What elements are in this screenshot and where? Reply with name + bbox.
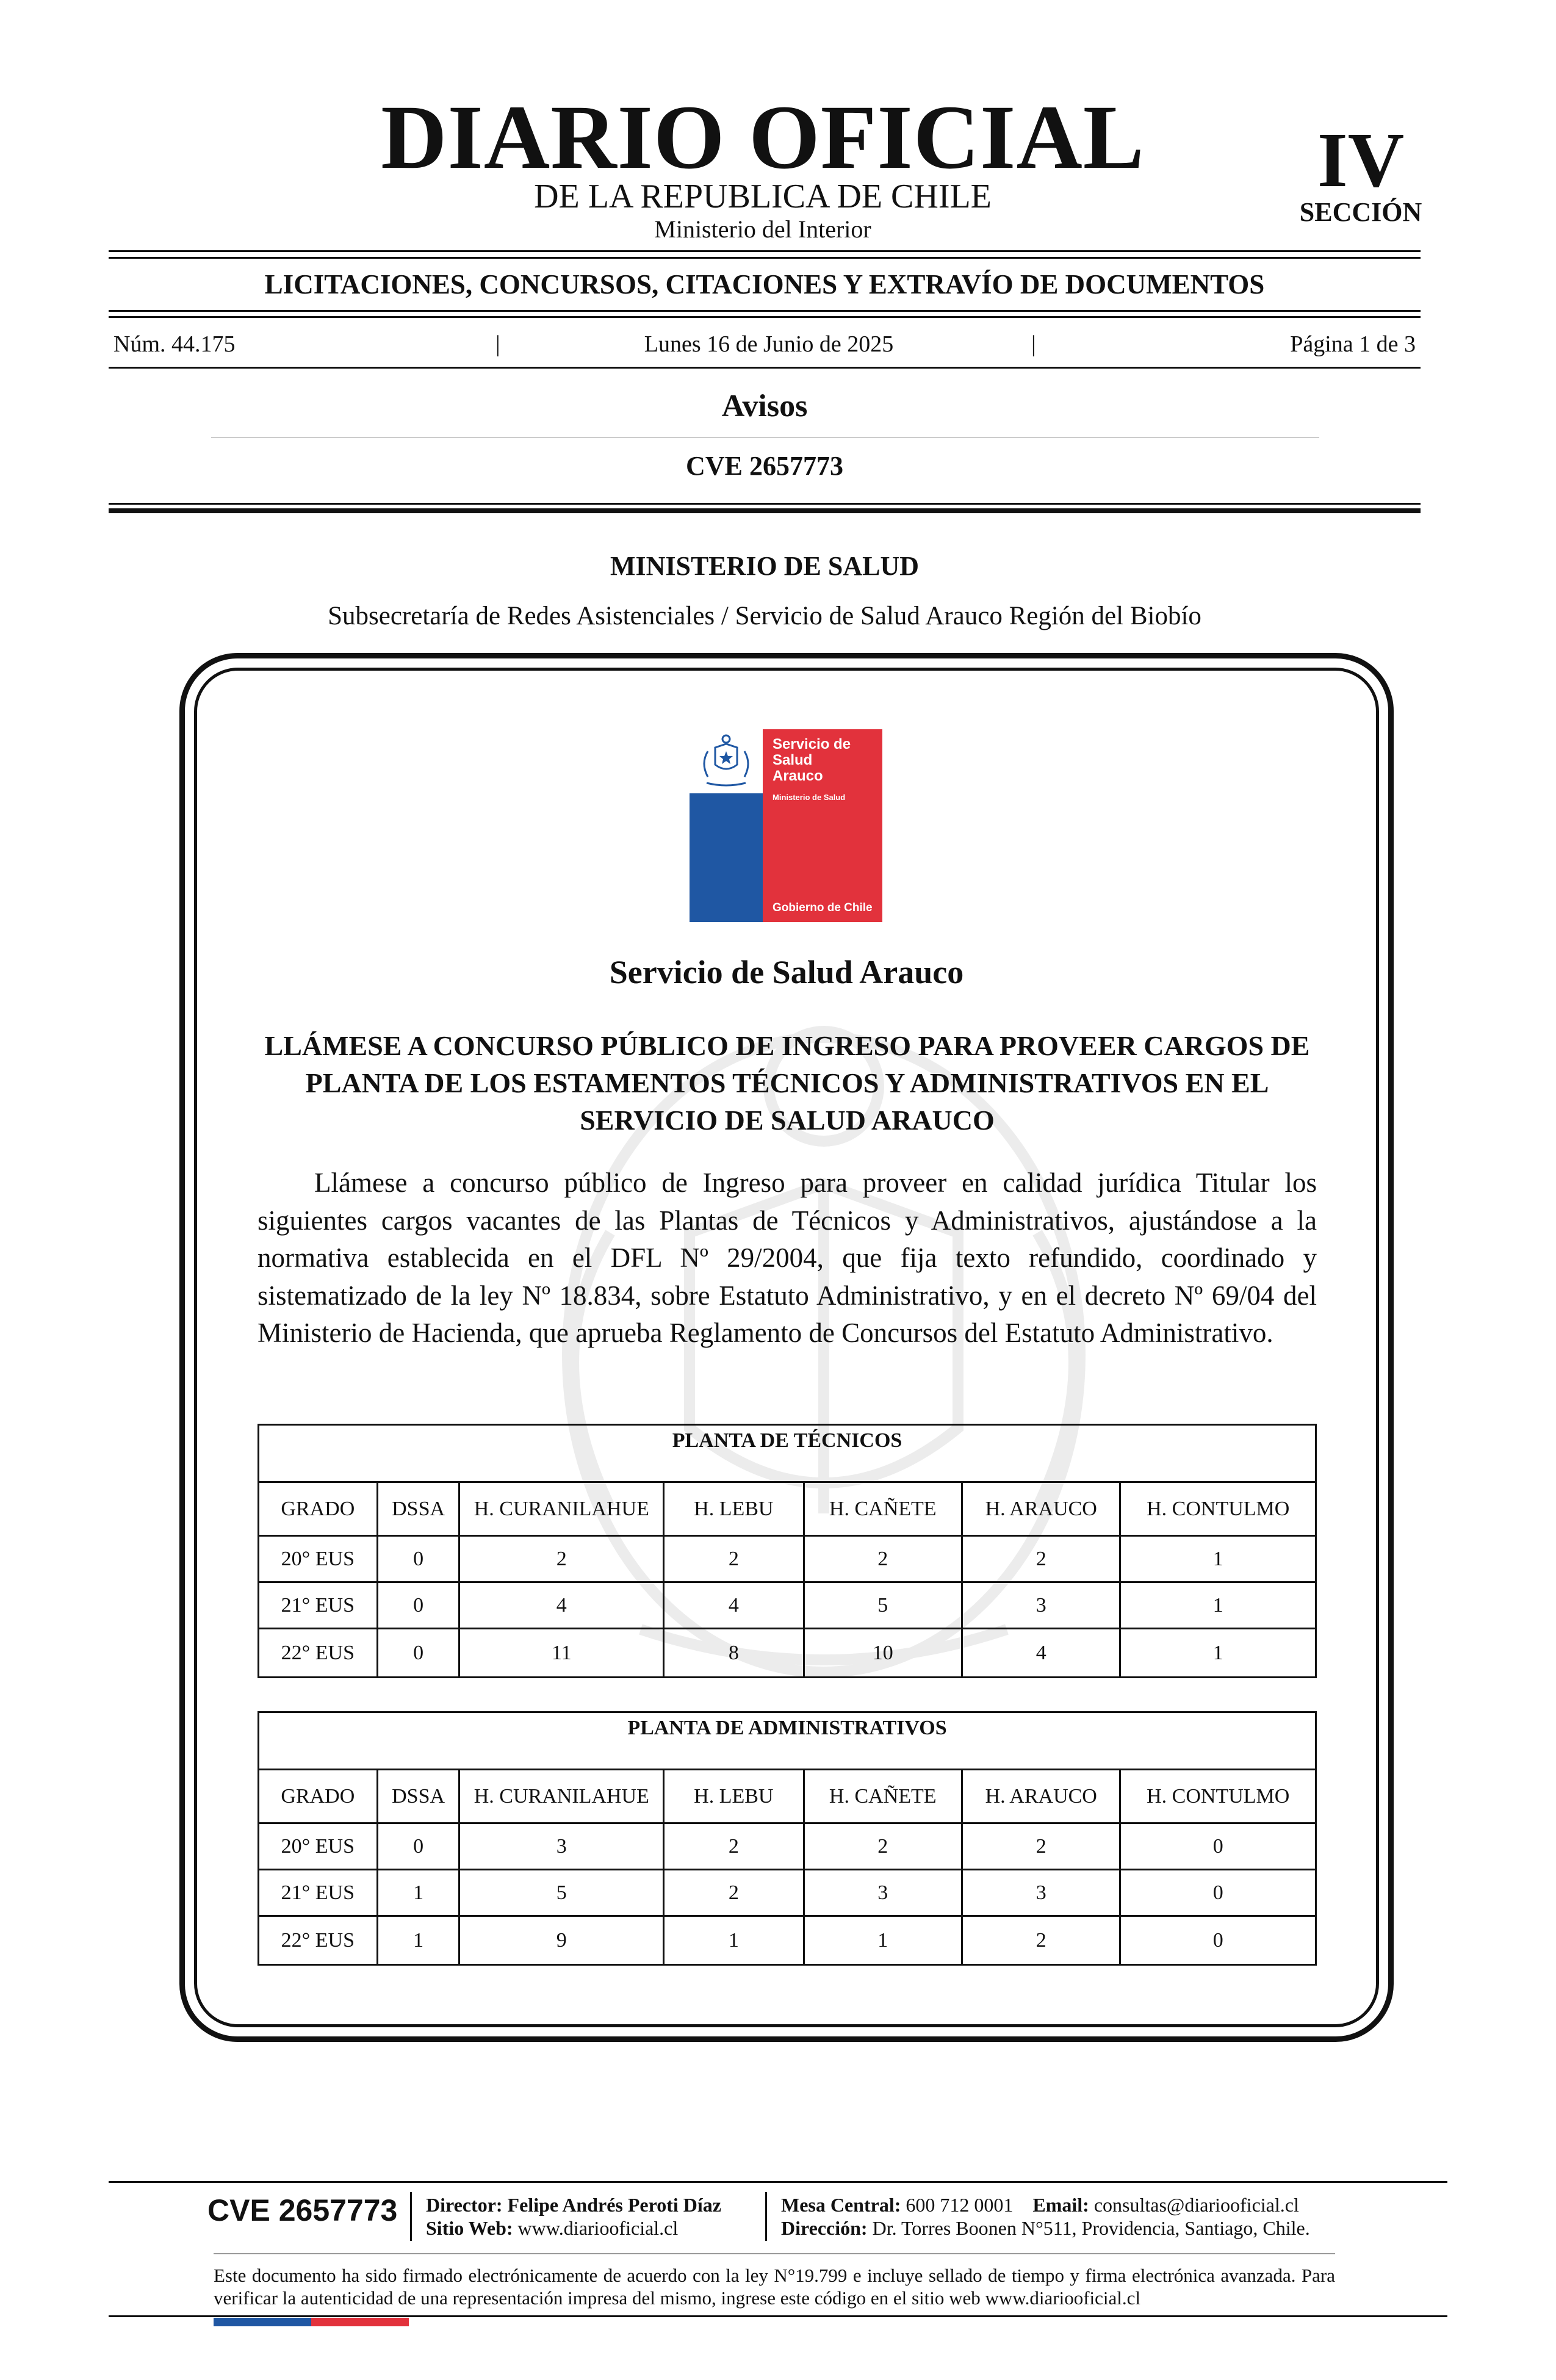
page-number: Página 1 de 3 xyxy=(1290,331,1416,357)
director-label: Director: xyxy=(426,2194,503,2216)
table-cell: 3 xyxy=(962,1870,1120,1916)
footer-cve: CVE 2657773 xyxy=(207,2193,398,2227)
table-cell: 2 xyxy=(664,1823,804,1870)
column-header: H. CONTULMO xyxy=(1120,1770,1316,1823)
address-label: Dirección: xyxy=(781,2217,868,2239)
table-cell: 20° EUS xyxy=(259,1536,378,1582)
divider xyxy=(109,316,1421,318)
table-cell: 8 xyxy=(664,1629,804,1678)
table-cell: 22° EUS xyxy=(259,1916,378,1965)
divider xyxy=(109,367,1421,369)
table-title: PLANTA DE ADMINISTRATIVOS xyxy=(259,1712,1316,1770)
table-planta-administrativos xyxy=(258,1711,1317,1966)
notice-organization: Servicio de Salud Arauco xyxy=(609,954,964,990)
table-cell: 0 xyxy=(1120,1916,1316,1965)
column-header: GRADO xyxy=(259,1770,378,1823)
phone-value: 600 712 0001 xyxy=(906,2194,1014,2216)
logo-text-line2: Salud xyxy=(773,752,813,768)
column-header: H. CURANILAHUE xyxy=(459,1770,664,1823)
table-cell: 1 xyxy=(1120,1582,1316,1629)
issue-number: Núm. 44.175 xyxy=(113,331,236,357)
masthead-ministry: Ministerio del Interior xyxy=(654,215,871,243)
table-cell: 2 xyxy=(459,1536,664,1582)
table-cell: 0 xyxy=(377,1582,459,1629)
footer-divider xyxy=(109,2181,1447,2183)
table-cell: 0 xyxy=(1120,1823,1316,1870)
table-cell: 3 xyxy=(962,1582,1120,1629)
table-cell: 5 xyxy=(459,1870,664,1916)
column-header: H. CAÑETE xyxy=(804,1770,962,1823)
table-cell: 2 xyxy=(664,1536,804,1582)
masthead-title: DIARIO OFICIAL xyxy=(381,87,1145,188)
section-label: SECCIÓN xyxy=(1299,197,1422,227)
column-header: H. CONTULMO xyxy=(1120,1482,1316,1536)
logo-text-line1: Servicio de xyxy=(773,736,851,752)
table-cell: 0 xyxy=(377,1629,459,1678)
table-cell: 5 xyxy=(804,1582,962,1629)
table-title: PLANTA DE TÉCNICOS xyxy=(259,1425,1316,1482)
table-row xyxy=(259,1629,1316,1678)
table-cell: 2 xyxy=(664,1870,804,1916)
website-link[interactable]: www.diariooficial.cl xyxy=(517,2217,679,2239)
column-header: GRADO xyxy=(259,1482,378,1536)
footer-separator xyxy=(765,2192,767,2241)
table-cell: 2 xyxy=(804,1823,962,1870)
table-cell: 10 xyxy=(804,1629,962,1678)
footer-divider xyxy=(109,2315,1447,2317)
logo-text-line3: Arauco xyxy=(773,768,823,784)
divider xyxy=(109,508,1421,513)
table-row xyxy=(259,1870,1316,1916)
column-header: H. CURANILAHUE xyxy=(459,1482,664,1536)
subsecretaria-line: Subsecretaría de Redes Asistenciales / Servicio de Salud Arauco Región del Biobío xyxy=(328,602,1201,630)
table-cell: 22° EUS xyxy=(259,1629,378,1678)
table-cell: 20° EUS xyxy=(259,1823,378,1870)
divider xyxy=(109,250,1421,252)
table-cell: 0 xyxy=(1120,1870,1316,1916)
table-cell: 11 xyxy=(459,1629,664,1678)
notice-title: LLÁMESE A CONCURSO PÚBLICO DE INGRESO PARA PROVEER CARGOS DE PLANTA DE LOS ESTAMENTOS TÉCNICOS Y ADMINISTRATIVOS EN EL SERVICIO DE SALUD ARAUCO xyxy=(264,1030,1310,1136)
column-header: H. CAÑETE xyxy=(804,1482,962,1536)
column-header: DSSA xyxy=(377,1770,459,1823)
logo-ministry: Ministerio de Salud xyxy=(773,793,846,802)
table-row xyxy=(259,1823,1316,1870)
table-cell: 1 xyxy=(1120,1536,1316,1582)
footer-divider xyxy=(214,2253,1335,2254)
cve-code: CVE 2657773 xyxy=(686,451,843,481)
table-cell: 2 xyxy=(962,1916,1120,1965)
category-heading: Avisos xyxy=(721,389,808,424)
table-cell: 1 xyxy=(664,1916,804,1965)
flag-stripe-blue xyxy=(214,2318,311,2326)
coat-of-arms-icon xyxy=(694,733,758,789)
meta-separator: | xyxy=(1031,331,1036,357)
footer-contact-block xyxy=(781,2193,1310,2240)
email-link[interactable]: consultas@diariooficial.cl xyxy=(1093,2194,1299,2216)
column-header: H. ARAUCO xyxy=(962,1770,1120,1823)
table-cell: 3 xyxy=(804,1870,962,1916)
logo-government: Gobierno de Chile xyxy=(773,901,873,914)
address-value: Dr. Torres Boonen N°511, Providencia, Santiago, Chile. xyxy=(872,2217,1310,2239)
table-cell: 2 xyxy=(962,1536,1120,1582)
divider xyxy=(211,437,1319,438)
ministry-heading: MINISTERIO DE SALUD xyxy=(610,551,920,581)
footer-legal-notice: Este documento ha sido firmado electrónicamente de acuerdo con la ley N°19.799 e incluye sellado de tiempo y firma electrónica avanzada. Para verificar la autenticidad de una representación impresa del mismo, ingrese este código en el sitio web www.diariooficial.cl xyxy=(214,2265,1335,2309)
table-cell: 4 xyxy=(962,1629,1120,1678)
phone-label: Mesa Central: xyxy=(781,2194,901,2216)
column-header: DSSA xyxy=(377,1482,459,1536)
table-cell: 1 xyxy=(1120,1629,1316,1678)
table-cell: 2 xyxy=(804,1536,962,1582)
table-row xyxy=(259,1536,1316,1582)
table-cell: 3 xyxy=(459,1823,664,1870)
servicio-salud-arauco-logo xyxy=(690,729,882,922)
masthead-subtitle: DE LA REPUBLICA DE CHILE xyxy=(534,178,992,215)
table-cell: 1 xyxy=(377,1870,459,1916)
meta-separator: | xyxy=(495,331,500,357)
issue-date: Lunes 16 de Junio de 2025 xyxy=(644,331,894,357)
divider xyxy=(109,310,1421,312)
table-cell: 9 xyxy=(459,1916,664,1965)
column-header: H. LEBU xyxy=(664,1482,804,1536)
website-label: Sitio Web: xyxy=(426,2217,513,2239)
director-name: Felipe Andrés Peroti Díaz xyxy=(507,2194,721,2216)
section-heading: LICITACIONES, CONCURSOS, CITACIONES Y EXTRAVÍO DE DOCUMENTOS xyxy=(264,269,1265,300)
table-row xyxy=(259,1582,1316,1629)
column-header: H. LEBU xyxy=(664,1770,804,1823)
table-cell: 21° EUS xyxy=(259,1870,378,1916)
email-label: Email: xyxy=(1032,2194,1089,2216)
table-planta-tecnicos xyxy=(258,1424,1317,1678)
table-cell: 0 xyxy=(377,1536,459,1582)
footer-separator xyxy=(410,2192,412,2241)
section-number: IV xyxy=(1317,117,1405,203)
table-cell: 1 xyxy=(377,1916,459,1965)
footer-director-block xyxy=(426,2193,721,2240)
column-header: H. ARAUCO xyxy=(962,1482,1120,1536)
divider xyxy=(109,257,1421,259)
flag-stripe-red xyxy=(311,2318,409,2326)
table-cell: 0 xyxy=(377,1823,459,1870)
table-cell: 4 xyxy=(664,1582,804,1629)
table-cell: 2 xyxy=(962,1823,1120,1870)
table-cell: 1 xyxy=(804,1916,962,1965)
notice-body: Llámese a concurso público de Ingreso para proveer en calidad jurídica Titular los siguientes cargos vacantes de las Plantas de Técnicos y Administrativos, ajustándose a la normativa establecida en el DFL Nº 29/2004, que fija texto refundido, coordinado y sistematizado de la ley Nº 18.834, sobre Estatuto Administrativo, y en el decreto Nº 69/04 del Ministerio de Hacienda, que aprueba Reglamento de Concursos del Estatuto Administrativo. xyxy=(258,1167,1317,1348)
table-cell: 21° EUS xyxy=(259,1582,378,1629)
table-cell: 4 xyxy=(459,1582,664,1629)
table-row xyxy=(259,1916,1316,1965)
divider xyxy=(109,503,1421,505)
